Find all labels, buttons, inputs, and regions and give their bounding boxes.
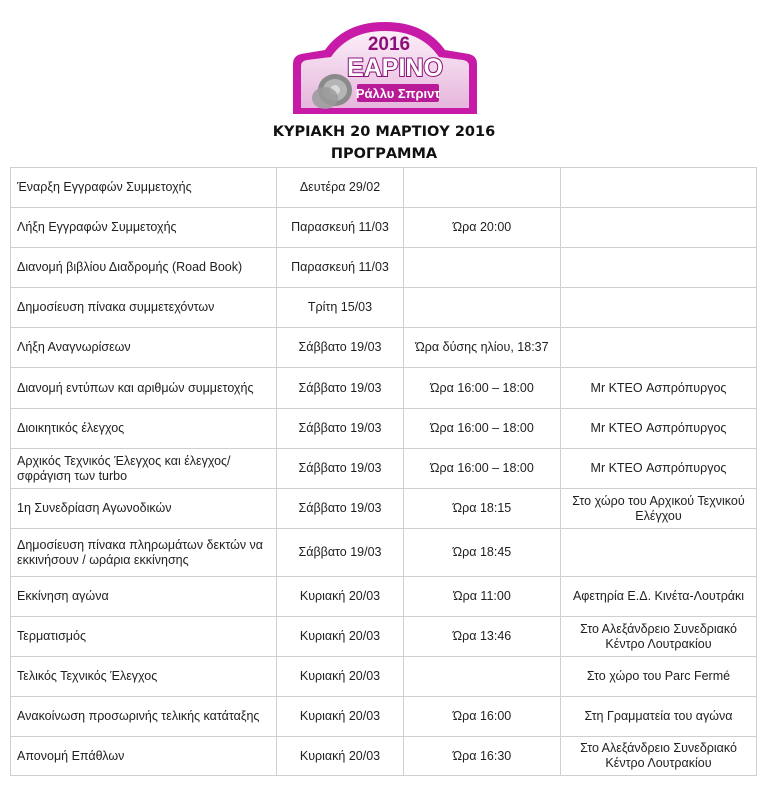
date-cell: Κυριακή 20/03 [277, 617, 404, 657]
time-cell: Ώρα 16:30 [404, 737, 561, 776]
time-cell: Ώρα 18:45 [404, 529, 561, 577]
table-row [11, 697, 757, 737]
table-row [11, 368, 757, 409]
place-cell: Στο χώρο του Αρχικού Τεχνικού Ελέγχου [561, 489, 757, 529]
place-cell: Mr KTEO Ασπρόπυργος [561, 409, 757, 449]
time-cell: Ώρα 13:46 [404, 617, 561, 657]
rally-logo [285, 18, 485, 118]
date-cell: Τρίτη 15/03 [277, 288, 404, 328]
event-cell: Εκκίνηση αγώνα [11, 577, 277, 617]
date-cell: Παρασκευή 11/03 [277, 208, 404, 248]
place-cell: Mr KTEO Ασπρόπυργος [561, 368, 757, 409]
page-title-program: ΠΡΟΓΡΑΜΜΑ [330, 146, 438, 162]
date-cell: Σάββατο 19/03 [277, 409, 404, 449]
table-row [11, 529, 757, 577]
event-cell: Διανομή εντύπων και αριθμών συμμετοχής [11, 368, 277, 409]
time-cell [404, 657, 561, 697]
event-cell: Διοικητικός έλεγχος [11, 409, 277, 449]
date-cell: Δευτέρα 29/02 [277, 168, 404, 208]
place-cell: Mr KTEO Ασπρόπυργος [561, 449, 757, 489]
place-cell [561, 248, 757, 288]
event-cell: 1η Συνεδρίαση Αγωνοδικών [11, 489, 277, 529]
place-cell [561, 529, 757, 577]
table-row [11, 208, 757, 248]
place-cell [561, 288, 757, 328]
place-cell [561, 208, 757, 248]
table-row [11, 617, 757, 657]
time-cell [404, 168, 561, 208]
table-row [11, 168, 757, 208]
event-cell: Δημοσίευση πίνακα συμμετεχόντων [11, 288, 277, 328]
date-cell: Παρασκευή 11/03 [277, 248, 404, 288]
table-row [11, 409, 757, 449]
page-title-date: ΚΥΡΙΑΚΗ 20 ΜΑΡΤΙΟΥ 2016 [272, 124, 496, 140]
place-cell: Στη Γραμματεία του αγώνα [561, 697, 757, 737]
time-cell: Ώρα 16:00 – 18:00 [404, 449, 561, 489]
event-cell: Δημοσίευση πίνακα πληρωμάτων δεκτών να εκκινήσουν / ωράρια εκκίνησης [11, 529, 277, 577]
schedule-table [10, 167, 757, 776]
place-cell [561, 328, 757, 368]
date-cell: Σάββατο 19/03 [277, 328, 404, 368]
date-cell: Κυριακή 20/03 [277, 697, 404, 737]
date-cell: Κυριακή 20/03 [277, 657, 404, 697]
rally-plate-icon [285, 18, 485, 118]
date-cell: Κυριακή 20/03 [277, 737, 404, 776]
event-cell: Λήξη Αναγνωρίσεων [11, 328, 277, 368]
date-cell: Σάββατο 19/03 [277, 449, 404, 489]
time-cell [404, 288, 561, 328]
table-row [11, 328, 757, 368]
event-cell: Απονομή Επάθλων [11, 737, 277, 776]
time-cell: Ώρα 20:00 [404, 208, 561, 248]
table-row [11, 737, 757, 776]
event-cell: Ανακοίνωση προσωρινής τελικής κατάταξης [11, 697, 277, 737]
date-cell: Σάββατο 19/03 [277, 529, 404, 577]
table-row [11, 288, 757, 328]
event-cell: Έναρξη Εγγραφών Συμμετοχής [11, 168, 277, 208]
date-cell: Σάββατο 19/03 [277, 368, 404, 409]
time-cell [404, 248, 561, 288]
svg-text:ΕΑΡΙΝΟ: ΕΑΡΙΝΟ [347, 54, 443, 82]
time-cell: Ώρα 16:00 – 18:00 [404, 368, 561, 409]
table-row [11, 248, 757, 288]
event-cell: Αρχικός Τεχνικός Έλεγχος και έλεγχος/σφράγιση των turbo [11, 449, 277, 489]
event-cell: Τελικός Τεχνικός Έλεγχος [11, 657, 277, 697]
event-cell: Λήξη Εγγραφών Συμμετοχής [11, 208, 277, 248]
table-row [11, 489, 757, 529]
event-cell: Διανομή βιβλίου Διαδρομής (Road Book) [11, 248, 277, 288]
svg-text:Ράλλυ Σπριντ: Ράλλυ Σπριντ [355, 86, 441, 101]
event-cell: Τερματισμός [11, 617, 277, 657]
place-cell: Στο Αλεξάνδρειο Συνεδριακό Κέντρο Λουτρακίου [561, 617, 757, 657]
place-cell [561, 168, 757, 208]
time-cell: Ώρα 18:15 [404, 489, 561, 529]
place-cell: Στο Αλεξάνδρειο Συνεδριακό Κέντρο Λουτρακίου [561, 737, 757, 776]
date-cell: Σάββατο 19/03 [277, 489, 404, 529]
time-cell: Ώρα 16:00 [404, 697, 561, 737]
table-row [11, 657, 757, 697]
svg-text:2016: 2016 [367, 34, 411, 55]
time-cell: Ώρα 11:00 [404, 577, 561, 617]
place-cell: Στο χώρο του Parc Fermé [561, 657, 757, 697]
place-cell: Αφετηρία Ε.Δ. Κινέτα-Λουτράκι [561, 577, 757, 617]
time-cell: Ώρα δύσης ηλίου, 18:37 [404, 328, 561, 368]
table-row [11, 577, 757, 617]
date-cell: Κυριακή 20/03 [277, 577, 404, 617]
table-row [11, 449, 757, 489]
time-cell: Ώρα 16:00 – 18:00 [404, 409, 561, 449]
